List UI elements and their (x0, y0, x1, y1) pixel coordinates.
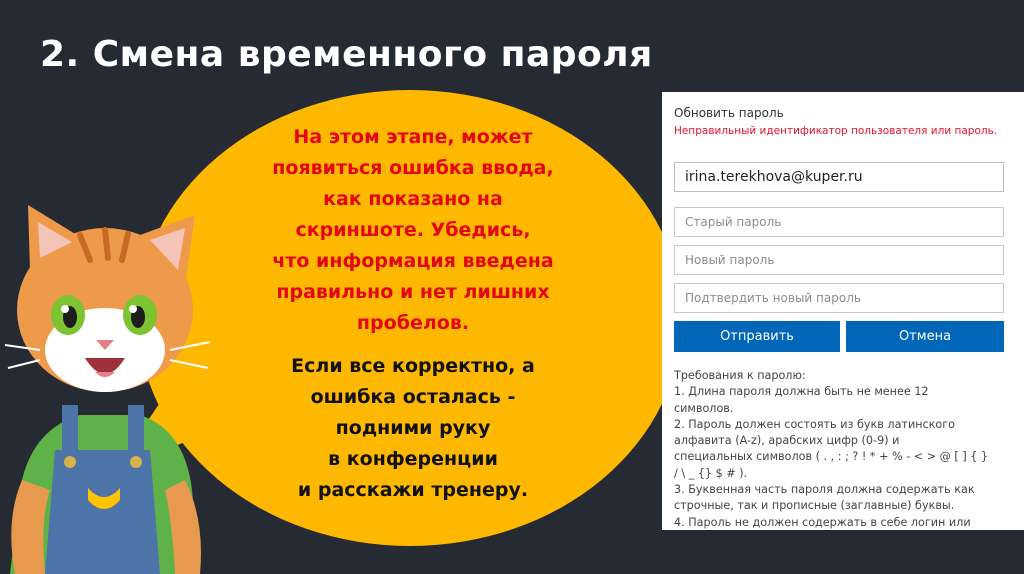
advice-message (218, 351, 608, 506)
warning-line: появиться ошибка ввода, (272, 157, 554, 179)
warning-line: пробелов. (356, 312, 470, 334)
user-id-field[interactable]: irina.terekhova@kuper.ru (674, 162, 1004, 192)
advice-line: Если все корректно, а (291, 355, 535, 377)
requirement-line: Требования к паролю: (674, 369, 806, 382)
requirement-line: 1. Длина пароля должна быть не менее 12 (674, 385, 929, 399)
bubble-text (218, 122, 608, 506)
slide-title: 2. Смена временного пароля (40, 34, 653, 75)
advice-line: подними руку (335, 417, 491, 439)
advice-line: ошибка осталась - (310, 386, 516, 408)
warning-message (218, 122, 608, 339)
password-requirements (674, 368, 1014, 530)
warning-line: как показано на (323, 188, 503, 210)
requirement-line: символов. (674, 401, 734, 415)
requirement-line: 4. Пароль не должен содержать в себе логин или (674, 515, 971, 529)
cat-mascot-illustration (0, 200, 220, 574)
warning-line: что информация введена (272, 250, 554, 272)
new-password-field[interactable]: Новый пароль (674, 245, 1004, 275)
password-form-screenshot (662, 92, 1024, 530)
old-password-field[interactable]: Старый пароль (674, 207, 1004, 237)
advice-line: в конференции (328, 448, 498, 470)
requirement-line: строчные, так и прописные (заглавные) буквы. (674, 499, 955, 513)
form-title: Обновить пароль (674, 106, 784, 120)
requirement-line: специальных символов ( . , : ; ? ! * + % - < > @ [ ] { } (674, 450, 989, 464)
warning-line: правильно и нет лишних (276, 281, 550, 303)
requirement-line: 2. Пароль должен состоять из букв латинского (674, 417, 955, 431)
requirement-line: алфавита (A-z), арабских цифр (0-9) и (674, 434, 900, 448)
form-error-message: Неправильный идентификатор пользователя или пароль. (674, 125, 998, 137)
requirement-line: 3. Буквенная часть пароля должна содержать как (674, 483, 975, 497)
cancel-button[interactable]: Отмена (846, 321, 1004, 352)
warning-line: На этом этапе, может (293, 126, 533, 148)
requirement-line: / \ _ {} $ # ). (674, 466, 748, 480)
advice-line: и расскажи тренеру. (297, 479, 529, 501)
warning-line: скриншоте. Убедись, (295, 219, 531, 241)
confirm-password-field[interactable]: Подтвердить новый пароль (674, 283, 1004, 313)
submit-button[interactable]: Отправить (674, 321, 840, 352)
